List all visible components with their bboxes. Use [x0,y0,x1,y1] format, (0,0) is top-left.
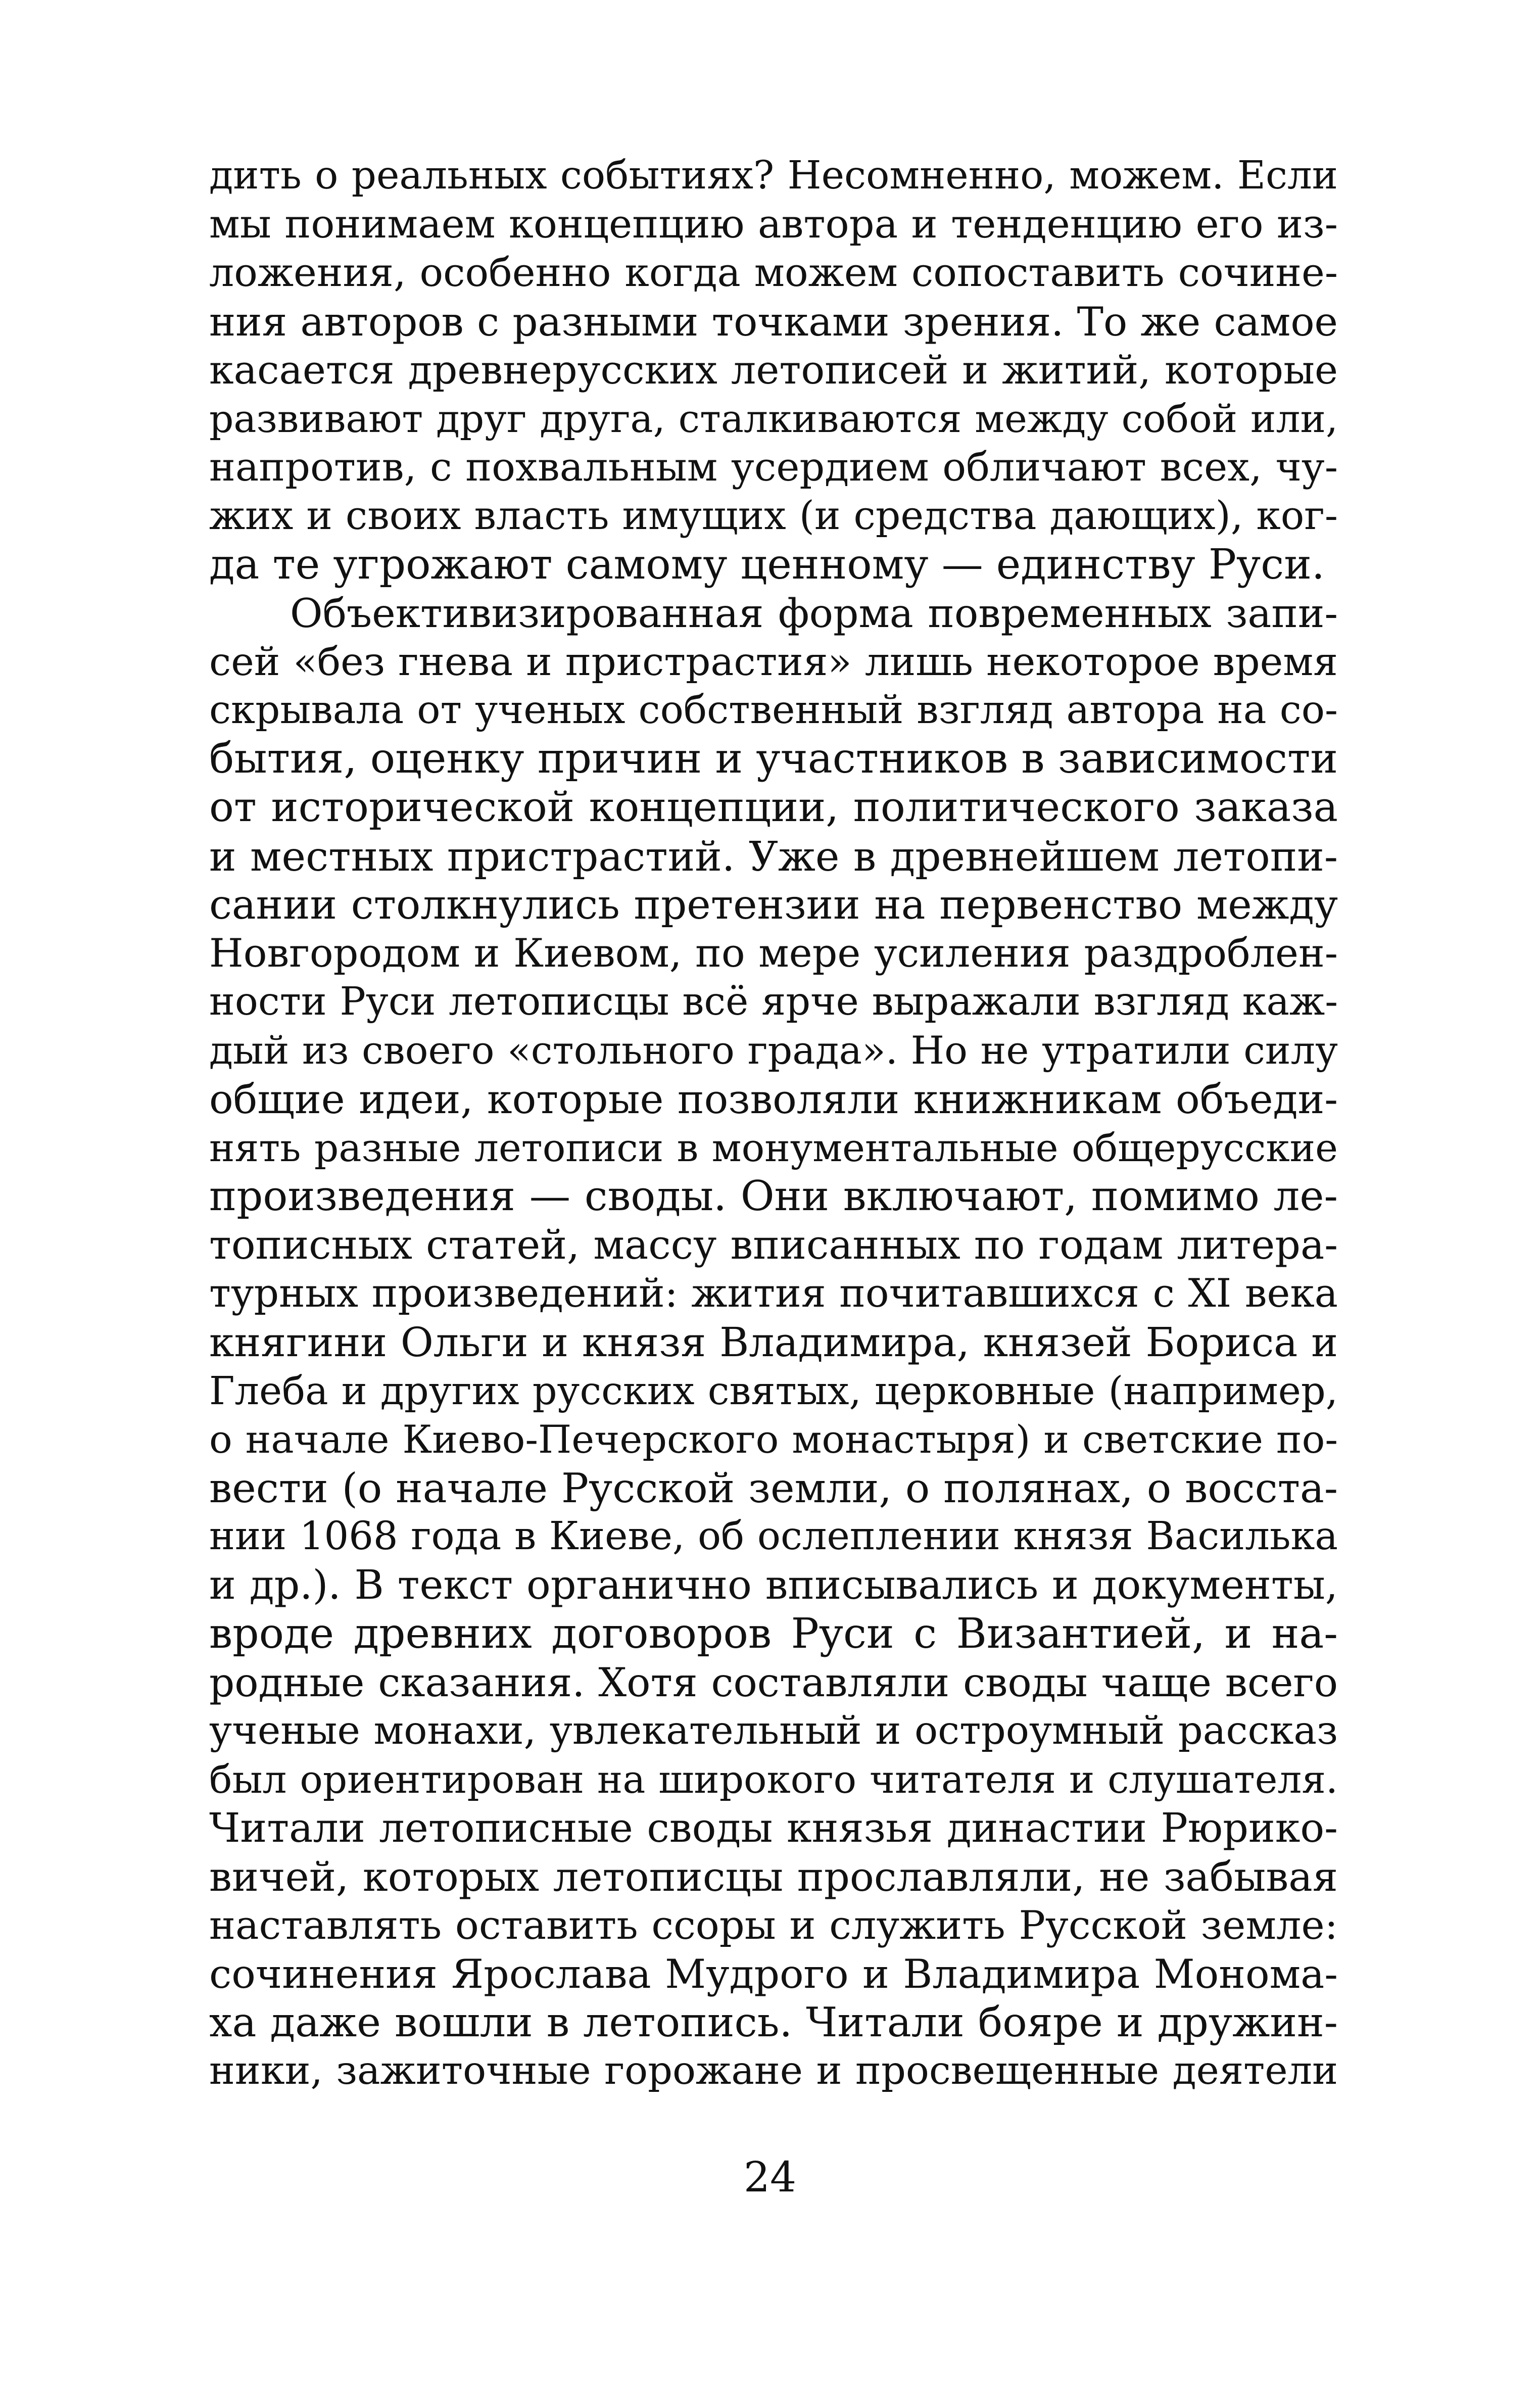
text-line-22: произведения — своды. Они включают, помимо ле- [209,1172,1338,1220]
text-line-21: нять разные летописи в монументальные общерусские [209,1125,1338,1170]
text-line-25: княгини Ольги и князя Владимира, князей Бориса и [209,1318,1338,1366]
text-line-6: развивают друг друга, сталкиваются между собой или, [209,396,1338,441]
text-line-30: и др.). В текст органично вписывались и документы, [209,1561,1338,1609]
text-line-36: вичей, которых летописцы прославляли, не забывая [209,1853,1338,1900]
text-line-5: касается древнерусских летописей и житий, которые [209,347,1338,393]
text-line-29: нии 1068 года в Киеве, об ослеплении князя Василька [209,1514,1338,1559]
text-line-23: тописных статей, массу вписанных по годам литера- [209,1221,1338,1269]
text-line-39: ха даже вошли в летопись. Читали бояре и дружин- [209,1999,1338,2047]
text-line-11: сей «без гнева и пристрастия» лишь некоторое время [209,639,1338,685]
text-line-17: Новгородом и Киевом, по мере усиления раздроблен- [209,931,1338,976]
text-line-13: бытия, оценку причин и участников в зависимости [209,735,1338,783]
text-line-33: ученые монахи, увлекательный и остроумный рассказ [209,1708,1338,1753]
text-line-18: ности Руси летописцы всё ярче выражали взгляд каж- [209,979,1338,1025]
text-line-7: напротив, с похвальным усердием обличают всех, чу- [209,445,1338,491]
text-line-38: сочинения Ярослава Мудрого и Владимира Монома- [209,1950,1338,1997]
text-line-26: Глеба и других русских святых, церковные (например, [209,1368,1338,1413]
text-line-10: Объективизированная форма повременных запи- [290,590,1338,637]
text-line-31: вроде древних договоров Руси с Византией, и на- [209,1609,1338,1658]
text-line-28: вести (о начале Русской земли, о полянах, о восста- [209,1464,1338,1512]
text-line-24: турных произведений: жития почитавшихся с XI века [209,1271,1338,1317]
text-line-12: скрывала от ученых собственный взгляд автора на со- [209,688,1338,733]
text-line-8: жих и своих власть имущих (и средства дающих), ког- [209,493,1338,539]
text-line-19: дый из своего «стольного града». Но не утратили силу [209,1028,1338,1073]
text-line-32: родные сказания. Хотя составляли своды чаще всего [209,1659,1338,1706]
text-line-1: дить о реальных событиях? Несомненно, можем. Если [209,153,1338,198]
text-line-14: от исторической концепции, политического заказа [209,784,1338,832]
text-line-35: Читали летописные своды князья династии Рюрико- [209,1804,1338,1852]
text-line-37: наставлять оставить ссоры и служить Русской земле: [209,1902,1338,1948]
text-line-34: был ориентирован на широкого читателя и слушателя. [209,1757,1338,1802]
text-line-4: ния авторов с разными точками зрения. То же самое [209,298,1338,345]
body-text [209,152,1338,2096]
text-line-9: да те угрожают самому ценному — единству Руси. [209,540,1325,589]
text-line-20: общие идеи, которые позволяли книжникам объеди- [209,1075,1338,1123]
page-number: 24 [743,2154,797,2202]
text-line-15: и местных пристрастий. Уже в древнейшем летопи- [209,832,1338,880]
text-line-16: сании столкнулись претензии на первенство между [209,881,1338,928]
text-line-2: мы понимаем концепцию автора и тенденцию его из- [209,202,1338,248]
text-line-27: о начале Киево-Печерского монастыря) и светские по- [209,1416,1338,1462]
text-line-40: ники, зажиточные горожане и просвещенные деятели [209,2048,1338,2094]
text-line-3: ложения, особенно когда можем сопоставить сочине- [209,250,1338,296]
